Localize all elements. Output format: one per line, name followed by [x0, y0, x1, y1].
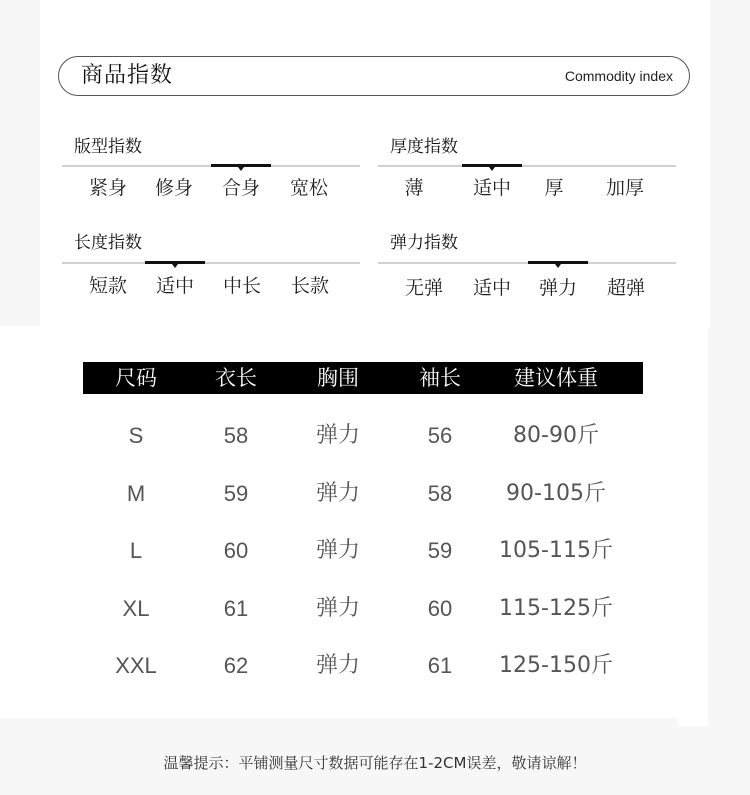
- length-index-option: 中长: [222, 275, 262, 297]
- size-cell: 弹力: [315, 538, 361, 563]
- size-cell: 60: [223, 538, 249, 563]
- size-table-header: [83, 362, 643, 394]
- fit-index-option: 紧身: [88, 177, 128, 199]
- length-header-cell: 衣长: [215, 366, 257, 390]
- size-cell: 58: [223, 423, 249, 448]
- size-cell: 61: [427, 653, 453, 678]
- size-cell: 62: [223, 653, 249, 678]
- size-cell: M: [126, 481, 146, 506]
- elasticity-index-scale-line: [378, 262, 676, 264]
- length-index-option: 短款: [88, 275, 128, 297]
- size-cell: 弹力: [315, 423, 361, 448]
- thickness-index-option: 薄: [404, 177, 424, 199]
- size-cell: 80-90斤: [513, 423, 599, 448]
- thickness-index-title: 厚度指数: [390, 137, 458, 157]
- size-cell: 105-115斤: [499, 538, 613, 563]
- fit-index-title: 版型指数: [74, 137, 142, 157]
- length-index-scale-line: [62, 262, 360, 264]
- thickness-index-option: 加厚: [605, 177, 645, 199]
- thickness-index-option: 厚: [544, 177, 564, 199]
- elasticity-index-selected-pointer: [555, 264, 561, 268]
- length-index-title: 长度指数: [74, 233, 142, 253]
- elasticity-index-option: 弹力: [538, 277, 578, 299]
- commodity-index-header: [58, 56, 690, 96]
- length-index-option: 适中: [155, 275, 195, 297]
- size-panel-edge: [678, 326, 708, 726]
- elasticity-index-option: 无弹: [404, 277, 444, 299]
- size-header-cell: 尺码: [115, 366, 157, 390]
- header-title: 商品指数: [81, 63, 174, 88]
- size-cell: 59: [427, 538, 453, 563]
- size-cell: 115-125斤: [499, 596, 613, 621]
- size-cell: S: [128, 423, 144, 448]
- size-cell: 125-150斤: [499, 653, 613, 678]
- fit-index-selected-pointer: [238, 167, 244, 171]
- thickness-index-scale-line: [378, 165, 676, 167]
- chest-header-cell: 胸围: [317, 366, 359, 390]
- size-cell: 60: [427, 596, 453, 621]
- elasticity-index-option: 适中: [472, 277, 512, 299]
- size-cell: 61: [223, 596, 249, 621]
- elasticity-index-title: 弹力指数: [390, 233, 458, 253]
- size-cell: 56: [427, 423, 453, 448]
- length-index-selected-pointer: [172, 264, 178, 268]
- footer-note: 温馨提示：平铺测量尺寸数据可能存在1-2CM误差，敬请谅解！: [163, 754, 587, 772]
- size-cell: XXL: [115, 653, 157, 678]
- header-subtitle: Commodity index: [564, 68, 673, 84]
- size-cell: 90-105斤: [506, 481, 606, 506]
- fit-index-option: 宽松: [289, 177, 329, 199]
- size-cell: 59: [223, 481, 249, 506]
- size-cell: L: [129, 538, 143, 563]
- thickness-index-selected-pointer: [489, 167, 495, 171]
- sleeve-header-cell: 袖长: [419, 366, 461, 390]
- fit-index-option: 合身: [221, 177, 261, 199]
- size-cell: 58: [427, 481, 453, 506]
- elasticity-index-option: 超弹: [606, 277, 646, 299]
- length-index-option: 长款: [290, 275, 330, 297]
- fit-index-option: 修身: [154, 177, 194, 199]
- size-cell: 弹力: [315, 596, 361, 621]
- size-cell: XL: [122, 596, 150, 621]
- size-cell: 弹力: [315, 481, 361, 506]
- size-cell: 弹力: [315, 653, 361, 678]
- thickness-index-option: 适中: [472, 177, 512, 199]
- weight-header-cell: 建议体重: [514, 366, 598, 390]
